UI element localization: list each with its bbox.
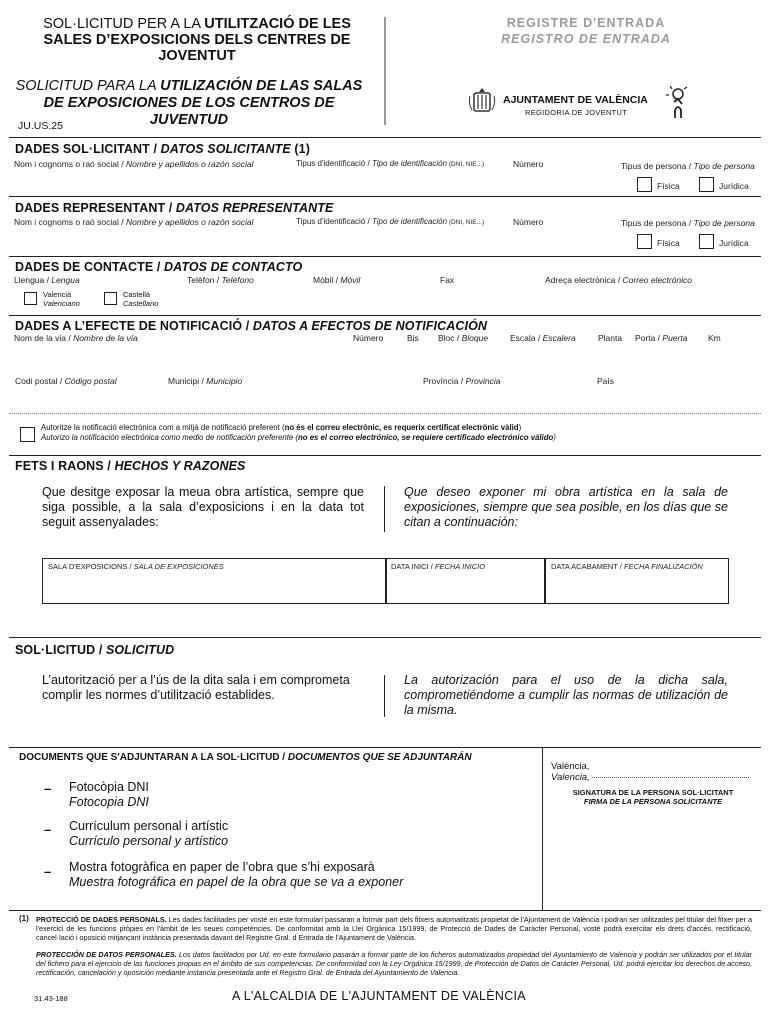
electronic-notification-text: Autoritze la notificació electrònica com a mitjà de notificació preferent (no és el correu electrònic, es requerix certificat electrònic vàlid) Autorizo la notificación electrónica como medio de notificación preferente (no es el correo electrónico, se requiere certificado electrónico válido) bbox=[41, 423, 556, 442]
label-persontype: Tipus de persona / Tipo de persona bbox=[621, 161, 755, 171]
label-fisica: Física bbox=[657, 181, 680, 191]
checkbox-juridica[interactable] bbox=[699, 177, 714, 192]
divider bbox=[9, 637, 761, 638]
label-municipi: Municipi / Municipio bbox=[168, 376, 243, 386]
document-item: Fotocòpia DNI Fotocopia DNI bbox=[69, 780, 149, 809]
label-juridica: Jurídica bbox=[719, 181, 749, 191]
divider bbox=[9, 196, 761, 197]
footnote-marker: (1) bbox=[19, 914, 29, 923]
label-valencia: Valencià Valenciano bbox=[43, 290, 80, 308]
checkbox-valencia[interactable] bbox=[24, 292, 37, 305]
label-rep-name: Nom i cognoms o raó social / Nombre y apellidos o razón social bbox=[14, 217, 254, 227]
label-mobile: Mòbil / Móvil bbox=[313, 275, 361, 285]
label-rep-number: Número bbox=[513, 217, 544, 227]
signature-area[interactable] bbox=[545, 810, 755, 908]
form-code: JU.US.25 bbox=[18, 120, 63, 132]
org-sub: REGIDORIA DE JOVENTUT bbox=[525, 108, 628, 117]
list-bullet: – bbox=[44, 864, 52, 879]
checkbox-fisica[interactable] bbox=[637, 177, 652, 192]
column-divider bbox=[384, 675, 385, 717]
label-rep-fisica: Física bbox=[657, 238, 680, 248]
form-title-ca: SOL·LICITUD PER A LA UTILITZACIÓ DE LES SALES D’EXPOSICIONS DELS CENTRES DE JOVENTUT bbox=[43, 16, 351, 64]
label-addr-number: Número bbox=[353, 333, 384, 343]
list-bullet: – bbox=[44, 781, 52, 796]
label-escala: Escala / Escalera bbox=[510, 333, 576, 343]
label-street: Nom de la via / Nombre de la vía bbox=[14, 333, 138, 343]
documents-title: DOCUMENTS QUE S'ADJUNTARAN A LA SOL·LICITUD / DOCUMENTOS QUE SE ADJUNTARÁN bbox=[19, 752, 472, 763]
coat-of-arms-icon bbox=[467, 86, 497, 116]
label-name: Nom i cognoms o raó social / Nombre y apellidos o razón social bbox=[14, 159, 254, 169]
label-email: Adreça electrònica / Correo electrónico bbox=[545, 275, 692, 285]
fecha-inicio-field[interactable]: DATA INICI / FECHA INICIO bbox=[386, 558, 545, 604]
signature-label: SIGNATURA DE LA PERSONA SOL·LICITANT FIRMA DE LA PERSONA SOLICITANTE bbox=[572, 788, 734, 806]
org-name: AJUNTAMENT DE VALÈNCIA bbox=[503, 94, 648, 106]
label-rep-persontype: Tipus de persona / Tipo de persona bbox=[621, 218, 755, 228]
label-bloc: Bloc / Bloque bbox=[438, 333, 489, 343]
label-porta: Porta / Puerta bbox=[635, 333, 688, 343]
alcaldia-label: A L'ALCALDIA DE L'AJUNTAMENT DE VALÈNCIA bbox=[232, 989, 526, 1003]
document-item: Mostra fotogràfica en paper de l’obra que s’hi exposarà Muestra fotográfica en papel de la obra que se va a exponer bbox=[69, 860, 404, 889]
section-title-representant: DADES REPRESENTANT / DATOS REPRESENTANTE bbox=[15, 201, 334, 215]
checkbox-rep-fisica[interactable] bbox=[637, 234, 652, 249]
label-provincia: Província / Provincia bbox=[423, 376, 501, 386]
label-pais: País bbox=[597, 376, 615, 386]
label-km: Km bbox=[708, 333, 721, 343]
section-title-solicitud: SOL·LICITUD / SOLICITUD bbox=[15, 643, 175, 657]
divider bbox=[9, 910, 761, 911]
checkbox-rep-juridica[interactable] bbox=[699, 234, 714, 249]
label-castella: Castellà Castellano bbox=[123, 290, 159, 308]
list-bullet: – bbox=[44, 822, 52, 837]
solicitud-text-es: La autorización para el uso de la dicha sala, comprometiéndome a cumplir las normas de utilización de la misma. bbox=[404, 673, 728, 717]
sala-field[interactable]: SALA D'EXPOSICIONS / SALA DE EXPOSICIONES bbox=[42, 558, 386, 604]
label-cp: Codi postal / Código postal bbox=[15, 376, 117, 386]
signature-city: València, Valencia, bbox=[551, 761, 590, 783]
section-title-solicitant: DADES SOL·LICITANT / DATOS SOLICITANTE (1) bbox=[15, 142, 310, 156]
joventut-logo-icon bbox=[666, 86, 690, 120]
divider bbox=[9, 315, 761, 316]
fets-text-es: Que deseo exponer mi obra artística en la sala de exposiciones, siempre que sea posible, en los días que se citan a continuación: bbox=[404, 485, 728, 529]
data-protection-es: PROTECCIÓN DE DATOS PERSONALES. Los datos facilitados por Ud. en este formulario pasarán a formar parte de los ficheros automatizados propiedad del Ayuntamiento de Valencia y podrán ser utilizados por el titular del fichero para el ejercicio de las funciones propias en el ámbito de sus competencias. De conformidad con la Ley Orgánica 15/1999, de Protección de Datos de Carácter Personal, Ud. podrá ejercitar los derechos de acceso, rectificación, cancelación y oposición mediante instancia presentada ante el Registro Gral. de Entrada del Ayuntamiento de Valencia. bbox=[36, 950, 752, 977]
dotted-divider bbox=[9, 413, 761, 414]
header-divider bbox=[384, 17, 386, 125]
label-idtype: Tipus d'identificació / Tipo de identificación (DNI, NIE...) bbox=[296, 159, 485, 168]
signature-divider bbox=[542, 747, 543, 910]
divider bbox=[9, 256, 761, 257]
section-title-notificacio: DADES A L’EFECTE DE NOTIFICACIÓ / DATOS A EFECTOS DE NOTIFICACIÓN bbox=[15, 319, 488, 333]
divider bbox=[9, 137, 761, 138]
column-divider bbox=[384, 486, 385, 532]
checkbox-electronic-notification[interactable] bbox=[20, 427, 35, 442]
label-number: Número bbox=[513, 159, 544, 169]
checkbox-castella[interactable] bbox=[104, 292, 117, 305]
section-title-contacte: DADES DE CONTACTE / DATOS DE CONTACTO bbox=[15, 260, 303, 274]
registro-label: REGISTRO DE ENTRADA bbox=[501, 32, 671, 46]
signature-date-line[interactable] bbox=[592, 777, 749, 778]
solicitud-text-ca: L’autorització per a l’ús de la dita sala i em comprometa complir les normes d’utilització establides. bbox=[42, 673, 350, 702]
registre-label: REGISTRE D'ENTRADA bbox=[506, 16, 666, 30]
label-phone: Telèfon / Teléfono bbox=[187, 275, 254, 285]
form-number: 31.43-188 bbox=[34, 994, 68, 1003]
data-protection-ca: PROTECCIÓ DE DADES PERSONALS. Les dades facilitades per vosté en este formulari passaran a formar part dels fitxers automatitzats propietat de l'Ajuntament de València i podran ser utilitzades pel titular del fitxer per a l'exercici de les funcions pròpies en l'àmbit de les seues competències. De conformitat amb la Llei Orgànica 15/1999, de Protecció de Dades de Caràcter Personal, vosté podrà exercitar els drets d'accés, rectificació, cancel·lació i oposició mitjançant instància presentada davant del Registre Gral. d Entrada de l'Ajuntament de València. bbox=[36, 915, 752, 942]
section-title-fets: FETS I RAONS / HECHOS Y RAZONES bbox=[15, 459, 246, 473]
label-rep-juridica: Jurídica bbox=[719, 238, 749, 248]
fecha-fin-field[interactable]: DATA ACABAMENT / FECHA FINALIZACIÓN bbox=[545, 558, 729, 604]
label-planta: Planta bbox=[598, 333, 623, 343]
document-item: Currículum personal i artístic Currículo personal y artístico bbox=[69, 819, 229, 848]
fets-text-ca: Que desitge exposar la meua obra artística, sempre que siga possible, a la sala d’exposicions i en la data tot seguit assenyalades: bbox=[42, 485, 364, 529]
label-fax: Fax bbox=[440, 275, 455, 285]
label-rep-idtype: Tipus d'identificació / Tipo de identificación (DNI, NIE...) bbox=[296, 217, 485, 226]
divider bbox=[9, 747, 761, 748]
label-bis: Bis bbox=[407, 333, 419, 343]
form-title-es: SOLICITUD PARA LA UTILIZACIÓN DE LAS SALAS DE EXPOSICIONES DE LOS CENTROS DE JUVENTUD bbox=[15, 78, 363, 128]
divider bbox=[9, 455, 761, 456]
label-lang: Llengua / Lengua bbox=[14, 275, 80, 285]
